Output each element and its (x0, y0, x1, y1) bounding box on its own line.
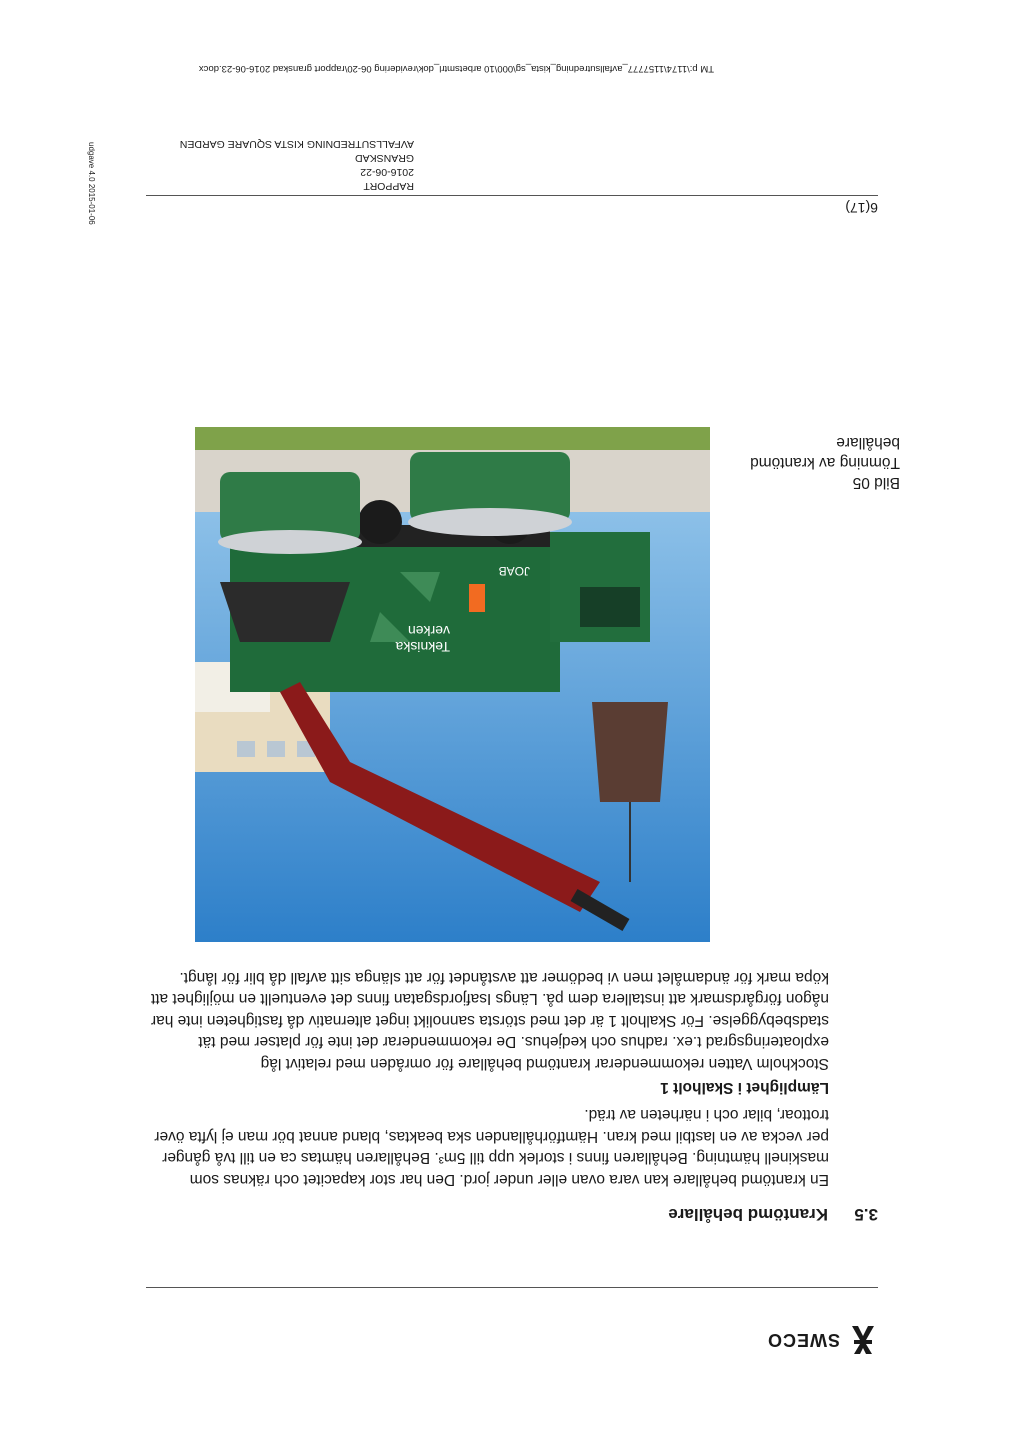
truck-plate-text: JOAB (498, 564, 530, 578)
truck-brand-text-2: verken (407, 623, 450, 639)
caption-text-line-2: behållare (836, 434, 900, 451)
truck-brand-text: Tekniska (395, 639, 450, 655)
page-number: 6(17) (845, 200, 878, 216)
caption-text-line-1: Tömning av krantömd (750, 454, 900, 471)
footer-doc-type: RAPPORT (363, 180, 414, 192)
section-heading (668, 1204, 878, 1224)
footer-project: AVFALLSUTREDNING KISTA SQUARE GARDEN (179, 138, 414, 150)
subsection-paragraph: Stockholm Vatten rekommenderar krantömd behållare för områden med relativt låg exploateringsgrad t.ex. radhus och kedjehus. De rekommenderar det inte för platser med tät stadsbebyggelse. För Skalholt 1 är det med största sannolikt inget alternativ då fastigheten inte har någon förgårdsmark att installera dem på. Längs Isafjordsgatan finns det eventuellt en möjlighet att köpa mark för ändamålet men vi bedömer att avståndet för att slänga sitt avfall då blir för långt. (150, 969, 829, 1072)
footer-rule (146, 195, 878, 196)
template-code: udgave 4.0 2015-01-06 (87, 142, 96, 225)
figure-caption (725, 432, 900, 492)
section-number: 3.5 (854, 1205, 878, 1224)
section-title: Krantömd behållare (668, 1205, 828, 1224)
body-paragraph: En krantömd behållare kan vara ovan eller under jord. Den har stor kapacitet och räknas som maskinell hämtning. Behållaren finns i storlek upp till 5m³. Behållaren hämtas ca en till två gånger per vecka av en lastbil med kran. Hämtförhållanden ska beaktas, bland annat bör man ej lyfta över trottoar, bilar och i närheten av träd. (154, 1106, 829, 1188)
footer-date: 2016-06-22 (360, 166, 414, 178)
header-rule (146, 1287, 878, 1288)
crane-truck-illustration (195, 427, 710, 942)
sweco-logo-icon (848, 1324, 878, 1356)
sweco-logo (767, 1324, 878, 1356)
footer-info (144, 137, 414, 193)
caption-label: Bild 05 (852, 474, 900, 491)
sweco-logo-text: SWECO (766, 1330, 840, 1351)
figure-photo (195, 427, 710, 942)
file-path: TM p:\1174\1157777_avfallsutredning_kista_sg\000\10 arbetsmtrl_dok\revidering 06-20\rapport granskad 2016-06-23.docx (198, 63, 714, 74)
subsection-title: Lämplighet i Skalholt 1 (660, 1079, 829, 1096)
footer-status: GRANSKAD (355, 152, 414, 164)
